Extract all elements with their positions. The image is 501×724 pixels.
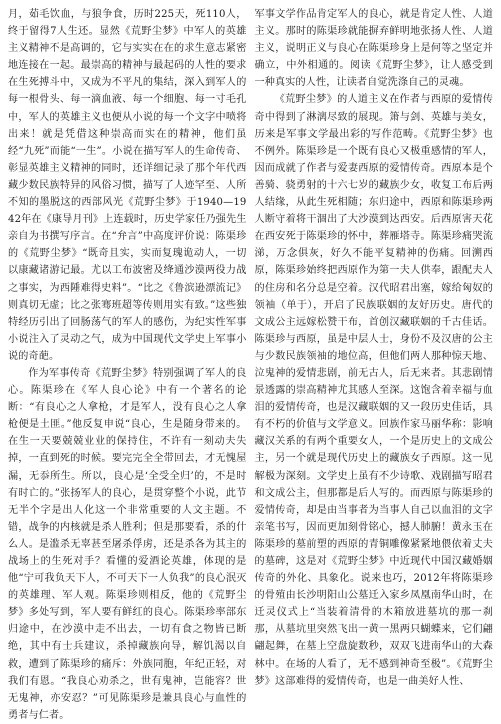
right-column xyxy=(255,6,494,703)
left-column xyxy=(8,6,247,721)
paragraph: 月，茹毛饮血，与狼争食，历时225天，死110人，终于留得7人生还。显然《荒野尘梦》中军人的英雄主义精神不是高调的，它与实实在在的求生意志紧密地连接在一起。最崇高的精神与最起码的人性的要求在生死搏斗中，又成为不平凡的集结，深入到军人的每一根骨头、每一滴血液、每一个细胞、每一寸毛孔中，军人的英雄主义也便从小说的每一个文字中喷将出来！就是凭借这种崇高而实在的精神，他们虽经“九死”而能“一生”。小说在描写军人的生命传奇、彰显英雄主义精神的同时，还详细记录了那个年代西藏少数民族特异的风俗习惯，描写了人迹罕至、人所不知的墨脱这的西部风光《荒野尘梦》于1940—1942年在《康导月刊》上连载时，历史学家任乃强先生亲自为书撰写序言。在“弁言”中高度评价说：陈渠珍的《荒野尘梦》“既奇且实，实而复瑰诡动人，一切以康藏诸游记最。尤以工布波密及绛通沙漠两役力战之事实，为西陲难得史料”。“比之《鲁滨逊漂流记》则真切无虚；比之张骞班超等传则用实有致。”这些独特经历引出了回肠荡气的军人的感伤，为纪实性军事小说注入了灵动之气，成为中国现代文学史上军事小说的奇葩。 xyxy=(8,9,247,362)
paragraph: 军事文学作品肯定军人的良心，就是肯定人性、人道主义。那时的陈渠珍就能摒弃鲜明地张扬人性、人道主义，说明正义与良心在陈渠珍身上是何等之坚定并确立，中外相通的。阅读《荒野尘梦》，让人感受到一种真实的人性，让读者自觉洗涤自己的灵魂。 xyxy=(254,9,493,89)
paragraph: 《荒野尘梦》的人道主义在作者与西原的爱情传奇中得到了淋漓尽致的展现。箫与剑、英雄与美女，历来是军事文学最出彩的写作范畴。《荒野尘梦》也不例外。陈渠珍是一个既有良心又极重感情的军人，因而成就了作者与爱妻西原的爱情传奇。西原本是个善骑、骁勇射的十六七岁的藏族少女，收复工布后两人结缘，从此生死相随；东归途中，西原和陈渠珍两人断守着将干涸出了大沙漠到达西安。后西原害天花在西安死于陈渠珍的怀中，葬雁塔寺。陈渠珍痛哭流涕，万念俱灰，好久不能平复精神的伤痛。回溯西原，陈渠珍始终把西原作为第一夫人供奉，跟配夫人的住房和名分总是空着。汉代昭君出塞，嫁给匈奴的领袖（单于），开启了民族联姻的友好历史。唐代的文成公主远嫁松赞干布，首创汉藏联姻的千古佳话。陈渠珍与西原，虽是中层人士，身份不及汉唐的公主与少数民族领袖的地位高，但他们两人那种惊天地、泣鬼神的爱情悲剧，前无古人，后无来者。其悲剧情景透露的崇高精神尤其感人至深。这饱含着幸福与血泪的爱情传奇，也是汉藏联姻的又一段历史佳话，具有不朽的价值与文学意义。回族作家马丽华称：影响藏汉关系的有两个重要女人，一个是历史上的文成公主，另一个就是现代历史上的藏族女子西原。这一见解极为深刻。文学史上虽有不少诗歌、戏剧描写昭君和文成公主，但那都是后人写的。而西原与陈渠珍的爱情传奇，却是由当事者为当事人自己以血泪的文字亲笔书写，因而更加刻骨铭心，撼人肺腑！黄永玉在陈渠珍的墓前塑的西原的青铜雕像紧紧地偎依着丈夫的墓碑，这是对《荒野尘梦》中近现代中国汉藏婚姻传奇的外化、具象化。说来也巧，2012年将陈渠珍的骨殖由长沙明阳山公墓迁入家乡凤凰南华山时，在迁灵仪式上“当装着清骨的木箱放进墓坑的那一刹那，从墓坑里突然飞出一黄一黑两只蝴蝶来，它们翩翩起舞，在墓上空盘旋数秒，双双飞进南华山的大森林中。在场的人看了，无不感到神奇至极”。《荒野尘梦》这部难得的爱情传奇，也是一曲美好人性、 xyxy=(254,94,493,687)
paragraph: 作为军事传奇《荒野尘梦》特别强调了军人的良心。陈渠珍在《军人良心论》中有一个著名的论断：“有良心之人拿枪，才是军人，没有良心之人拿枪便是土匪。”他反复申说“良心，生是随身带来的。在生一天要兢兢业业的保持住，不许有一刻动夫失掉，一直到死的时候。要完完全全带回去，才无愧屋漏，无忝所生。所以，良心是‘全受全归’的，不是时有时亡的。”张扬军人的良心，是贯穿整个小说，此节无半个字是出人化这一个非常重要的人文主题。不错，战争的内核就是杀人胜利；但是那要看，杀的什么人。是滥杀无辜甚至屠杀俘虏，还是杀各为其主的战场上的生死对手？看懂的爱酒论英雄，体现的是他“宁可我负天下人，不可天下一人负我”的良心泯灭的英雄理、军人观。陈渠珍则相反，他的《荒野尘梦》多处写到，军人要有鲜红的良心。陈渠珍率部东归途中，在沙漠中走不出去，一切有食之物皆已断绝，其中有士兵建议，杀掉藏族向导，解饥渴以自救，遭到了陈渠珍的痛斥：外族同胞，年纪正轻，对我们有恩。“我良心劝杀之，世有鬼神，岂能容？世无鬼神，亦安忍？”可见陈渠珍是兼具良心与血性的勇者与仁者。 xyxy=(8,367,247,721)
